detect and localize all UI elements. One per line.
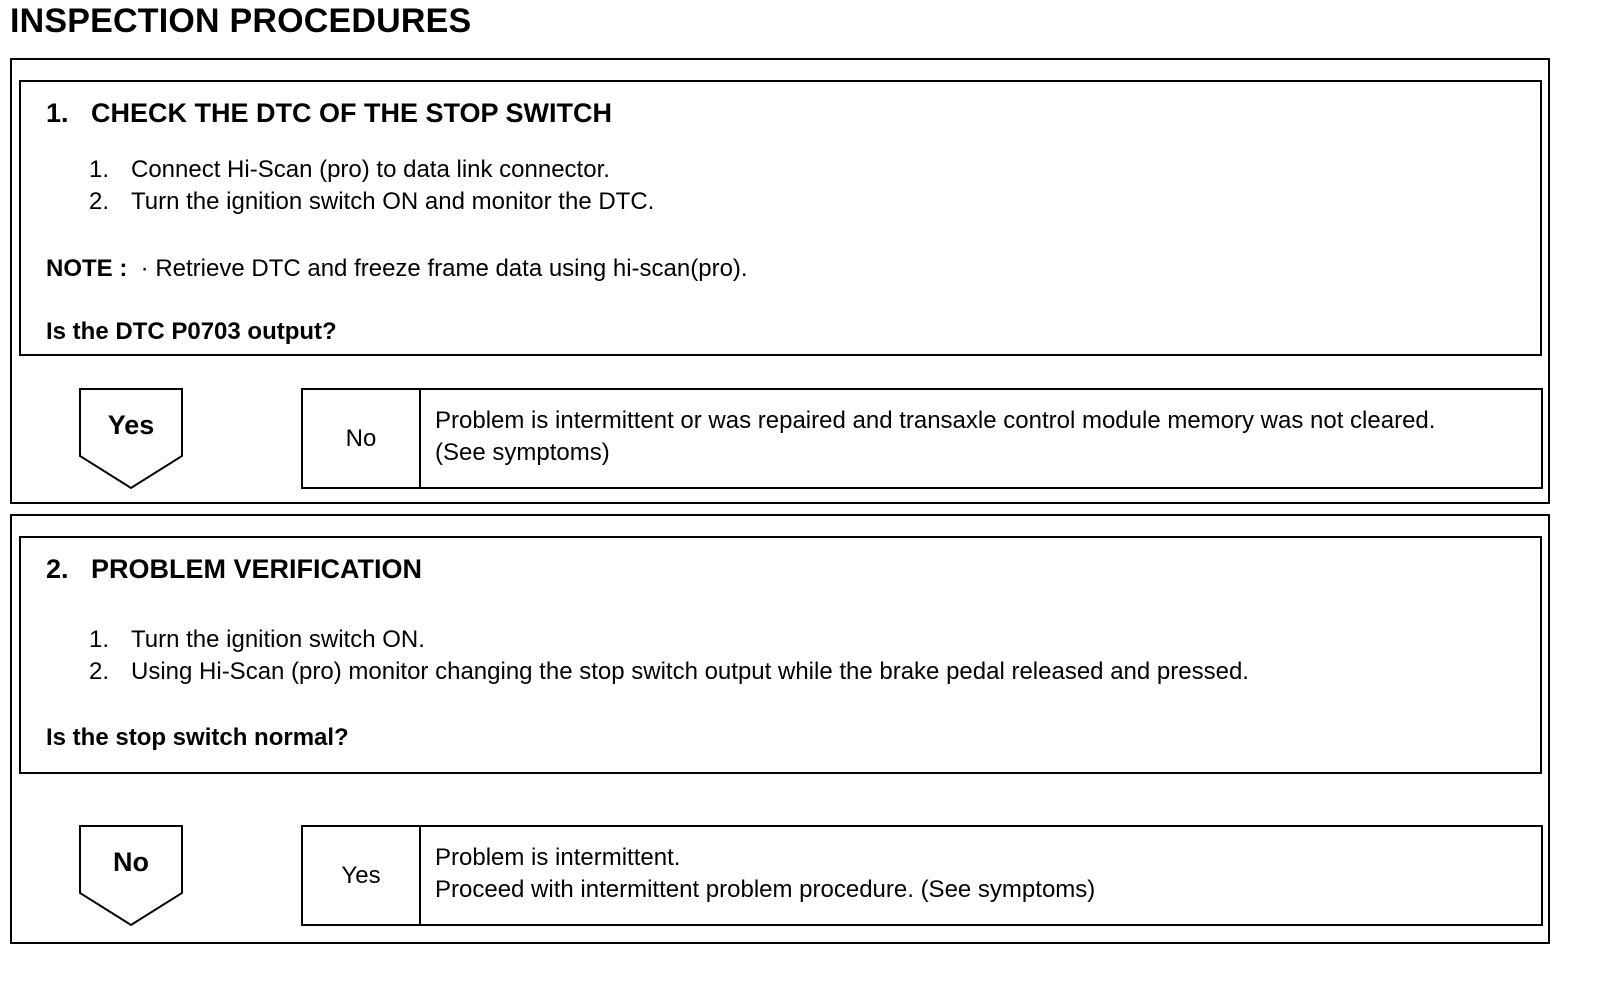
- question: Is the DTC P0703 output?: [46, 318, 337, 345]
- branch-line: Problem is intermittent or was repaired and transaxle control module memory was not cleared.: [435, 407, 1436, 434]
- question: Is the stop switch normal?: [46, 724, 349, 751]
- step-list: [89, 624, 1249, 688]
- branch-line: Problem is intermittent.: [435, 844, 681, 871]
- procedure-heading: [46, 554, 422, 585]
- step-item: [89, 154, 654, 186]
- branch-line: Proceed with intermittent problem procedure. (See symptoms): [435, 876, 1096, 903]
- procedure-box-2: [19, 536, 1542, 774]
- branch-result-box: [301, 388, 1543, 489]
- procedure-title: CHECK THE DTC OF THE STOP SWITCH: [91, 98, 613, 128]
- procedure-section-1: [10, 58, 1550, 504]
- procedure-number: 1.: [46, 98, 69, 128]
- step-text: Using Hi-Scan (pro) monitor changing the stop switch output while the brake pedal released and pressed.: [131, 658, 1249, 685]
- branch-answer: No: [303, 390, 421, 487]
- procedure-title: PROBLEM VERIFICATION: [91, 554, 423, 584]
- procedure-number: 2.: [46, 554, 69, 584]
- note: [46, 255, 748, 283]
- branch-message: [435, 405, 1531, 469]
- step-item: [89, 624, 1249, 656]
- branch-message: [435, 842, 1531, 906]
- procedure-section-2: [10, 514, 1550, 944]
- note-text: · Retrieve DTC and freeze frame data using hi-scan(pro).: [140, 255, 748, 282]
- continue-answer: Yes: [107, 410, 155, 440]
- continue-answer: No: [113, 847, 149, 877]
- step-list: [89, 154, 654, 218]
- continue-arrow: [79, 388, 183, 490]
- step-text: Connect Hi-Scan (pro) to data link connector.: [131, 156, 610, 183]
- step-item: [89, 656, 1249, 688]
- note-label: NOTE :: [46, 255, 128, 282]
- step-number: 2.: [89, 188, 110, 215]
- step-item: [89, 186, 654, 218]
- step-text: Turn the ignition switch ON.: [131, 626, 425, 653]
- step-text: Turn the ignition switch ON and monitor the DTC.: [131, 188, 655, 215]
- procedure-box-1: [19, 80, 1542, 356]
- procedure-heading: [46, 98, 612, 129]
- branch-line: (See symptoms): [435, 439, 610, 466]
- page-title: INSPECTION PROCEDURES: [10, 2, 472, 40]
- continue-arrow: [79, 825, 183, 927]
- step-number: 1.: [89, 626, 110, 653]
- step-number: 2.: [89, 658, 110, 685]
- branch-result-box: [301, 825, 1543, 926]
- step-number: 1.: [89, 156, 110, 183]
- branch-answer: Yes: [303, 827, 421, 924]
